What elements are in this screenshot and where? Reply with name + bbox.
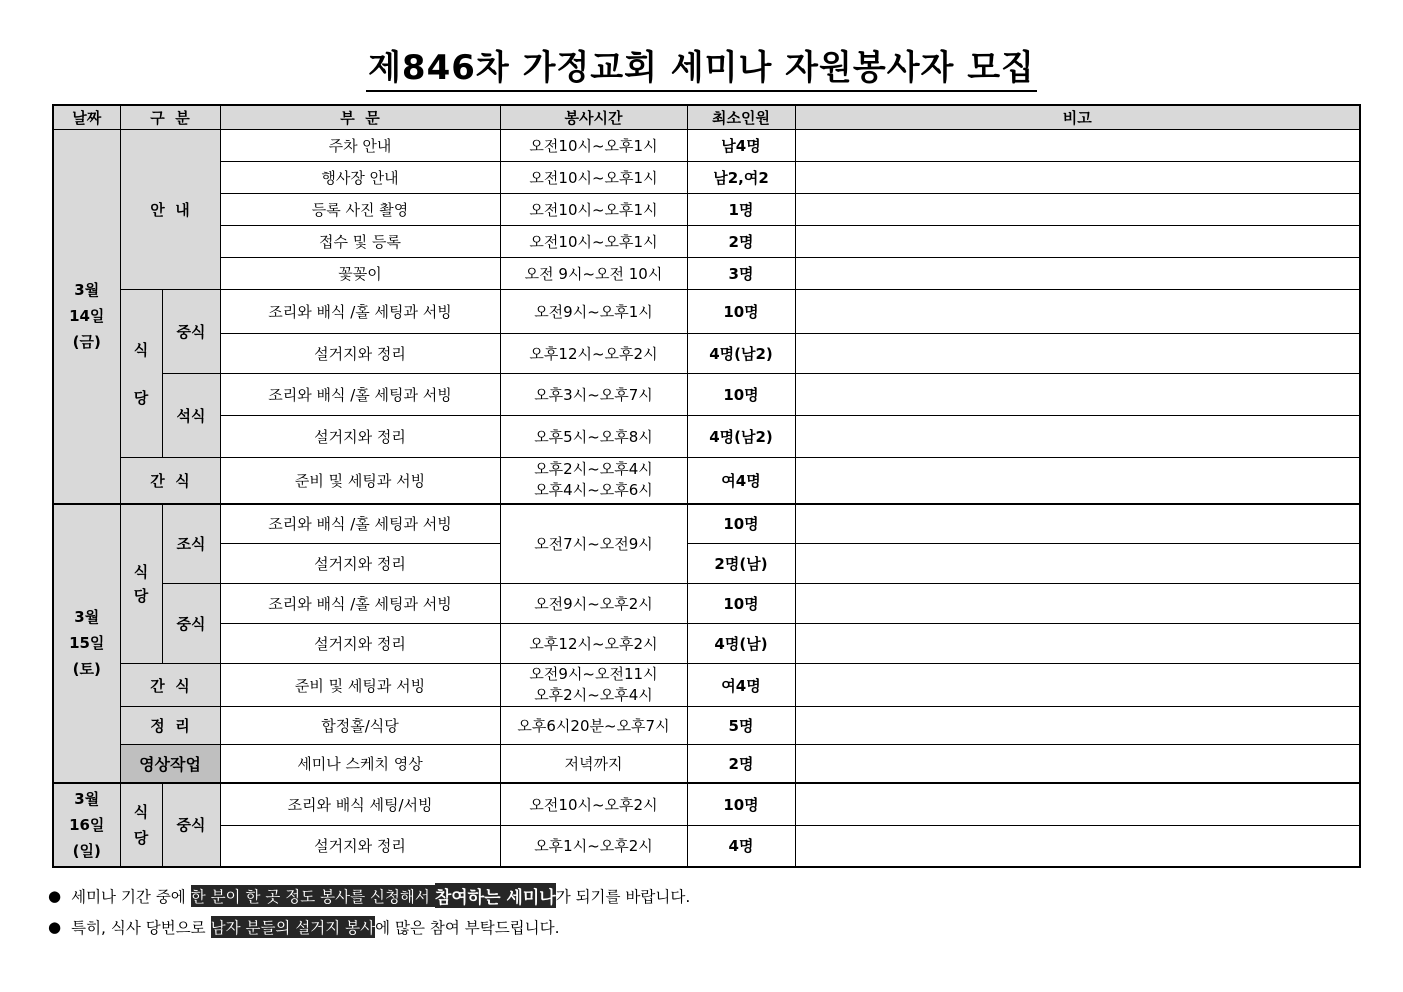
date-weekday: (일) [72,841,101,860]
people-cell: 여4명 [687,664,795,707]
table-row [53,664,1360,707]
header-dept: 부 문 [220,105,500,130]
time-cell: 오전10시~오후1시 [500,130,687,162]
time-cell: 오전9시~오후1시 [500,290,687,334]
time-line: 오후2시~오후4시 [534,686,653,704]
header-date: 날짜 [53,105,120,130]
time-line: 오전9시~오전11시 [529,665,658,683]
category-cleanup: 정 리 [120,707,220,745]
category-dining [120,504,162,664]
people-cell: 5명 [687,707,795,745]
header-time: 봉사시간 [500,105,687,130]
note-cell [795,194,1360,226]
time-cell: 오전9시~오후2시 [500,584,687,624]
dept-cell: 등록 사진 촬영 [220,194,500,226]
volunteer-table [52,104,1361,868]
dept-cell: 합정홀/식당 [220,707,500,745]
time-cell: 오전10시~오후1시 [500,194,687,226]
dept-cell: 행사장 안내 [220,162,500,194]
note-cell [795,162,1360,194]
people-cell: 4명 [687,826,795,867]
note-2 [48,911,690,942]
note-cell [795,290,1360,334]
table-row [53,826,1360,867]
time-line: 오후2시~오후4시 [534,460,653,479]
meal-breakfast: 조식 [162,504,220,584]
time-cell: 오전7시~오전9시 [500,504,687,584]
meal-lunch: 중식 [162,783,220,867]
note-cell [795,664,1360,707]
table-row [53,162,1360,194]
dept-cell: 조리와 배식 /홀 세팅과 서빙 [220,290,500,334]
dept-cell: 주차 안내 [220,130,500,162]
note-1-highlight-bold: 참여하는 세미나 [435,883,556,908]
header-category: 구 분 [120,105,220,130]
table-row [53,416,1360,458]
note-cell [795,334,1360,374]
bullet-icon: ● [48,917,62,936]
meal-lunch: 중식 [162,584,220,664]
time-cell [500,664,687,707]
meal-dinner: 석식 [162,374,220,458]
dept-cell: 세미나 스케치 영상 [220,745,500,783]
category-snack: 간 식 [120,458,220,504]
time-line: 오후4시~오후6시 [534,481,653,500]
people-cell: 2명(남) [687,544,795,584]
table-row [53,544,1360,584]
date-cell-16 [53,783,120,867]
date-cell-14 [53,130,120,504]
table-row [53,745,1360,783]
date-weekday: (토) [72,660,101,678]
note-cell [795,226,1360,258]
note-cell [795,258,1360,290]
dept-cell: 조리와 배식 /홀 세팅과 서빙 [220,504,500,544]
page-title: 제846차 가정교회 세미나 자원봉사자 모집 [366,48,1037,92]
table-row [53,458,1360,504]
category-dining [120,783,162,867]
note-cell [795,584,1360,624]
table-row [53,374,1360,416]
note-2-text-end: 에 많은 참여 부탁드립니다. [375,918,560,937]
note-cell [795,416,1360,458]
header-row [53,105,1360,130]
dining-label-2: 당 [133,586,149,605]
time-cell: 오후5시~오후8시 [500,416,687,458]
dept-cell: 설거지와 정리 [220,624,500,664]
header-note: 비고 [795,105,1360,130]
note-cell [795,458,1360,504]
date-day: 16일 [69,815,105,834]
dept-cell: 조리와 배식 /홀 세팅과 서빙 [220,584,500,624]
people-cell: 10명 [687,290,795,334]
bullet-icon: ● [48,886,62,905]
note-1 [48,880,690,911]
note-cell [795,745,1360,783]
note-cell [795,783,1360,826]
notes [48,880,690,942]
people-cell: 10명 [687,584,795,624]
dept-cell: 조리와 배식 /홀 세팅과 서빙 [220,374,500,416]
table-row [53,290,1360,334]
table-row [53,504,1360,544]
table-row [53,584,1360,624]
note-cell [795,130,1360,162]
date-month: 3월 [74,281,100,300]
table-row [53,130,1360,162]
note-cell [795,374,1360,416]
dept-cell: 설거지와 정리 [220,826,500,867]
time-cell: 오전10시~오후1시 [500,162,687,194]
people-cell: 10명 [687,504,795,544]
note-1-text: 세미나 기간 중에 [71,887,191,906]
people-cell: 1명 [687,194,795,226]
people-cell: 남2,여2 [687,162,795,194]
dining-label-1: 식 [133,802,149,821]
time-cell: 오후1시~오후2시 [500,826,687,867]
note-1-text-end: 가 되기를 바랍니다. [555,887,691,906]
note-cell [795,707,1360,745]
time-cell: 오전 9시~오전 10시 [500,258,687,290]
page-title-wrap [0,40,1403,89]
date-day: 15일 [69,634,105,652]
dept-cell: 설거지와 정리 [220,544,500,584]
category-dining [120,290,162,458]
dept-cell: 조리와 배식 세팅/서빙 [220,783,500,826]
people-cell: 2명 [687,745,795,783]
time-cell: 오전10시~오후2시 [500,783,687,826]
dining-label-2: 당 [133,388,149,407]
time-cell: 오후12시~오후2시 [500,624,687,664]
people-cell: 4명(남2) [687,416,795,458]
note-cell [795,504,1360,544]
note-2-highlight: 남자 분들의 설거지 봉사 [211,916,376,938]
time-cell: 오후6시20분~오후7시 [500,707,687,745]
note-cell [795,544,1360,584]
category-video: 영상작업 [120,745,220,783]
time-cell: 오후12시~오후2시 [500,334,687,374]
time-cell: 오전10시~오후1시 [500,226,687,258]
dining-label-1: 식 [133,340,149,359]
people-cell: 4명(남2) [687,334,795,374]
people-cell: 4명(남) [687,624,795,664]
dept-cell: 접수 및 등록 [220,226,500,258]
date-day: 14일 [69,307,105,326]
date-cell-15 [53,504,120,783]
dining-label-2: 당 [133,828,149,847]
dept-cell: 준비 및 세팅과 서빙 [220,664,500,707]
dept-cell: 설거지와 정리 [220,334,500,374]
dept-cell: 준비 및 세팅과 서빙 [220,458,500,504]
people-cell: 남4명 [687,130,795,162]
time-cell: 저녁까지 [500,745,687,783]
table-row [53,194,1360,226]
dining-label-1: 식 [133,562,149,581]
table-row [53,258,1360,290]
time-cell [500,458,687,504]
meal-lunch: 중식 [162,290,220,374]
header-people: 최소인원 [687,105,795,130]
note-2-text: 특히, 식사 당번으로 [71,918,211,937]
date-weekday: (금) [72,333,101,352]
people-cell: 10명 [687,374,795,416]
dept-cell: 꽃꽂이 [220,258,500,290]
people-cell: 2명 [687,226,795,258]
note-cell [795,624,1360,664]
dept-cell: 설거지와 정리 [220,416,500,458]
time-cell: 오후3시~오후7시 [500,374,687,416]
table-row [53,334,1360,374]
category-snack: 간 식 [120,664,220,707]
table-row [53,226,1360,258]
people-cell: 3명 [687,258,795,290]
table-row [53,624,1360,664]
people-cell: 여4명 [687,458,795,504]
date-month: 3월 [74,789,100,808]
category-guide: 안 내 [120,130,220,290]
date-month: 3월 [74,608,100,626]
table-row [53,783,1360,826]
note-1-highlight: 한 분이 한 곳 정도 봉사를 신청해서 [191,885,435,907]
people-cell: 10명 [687,783,795,826]
table-row [53,707,1360,745]
note-cell [795,826,1360,867]
